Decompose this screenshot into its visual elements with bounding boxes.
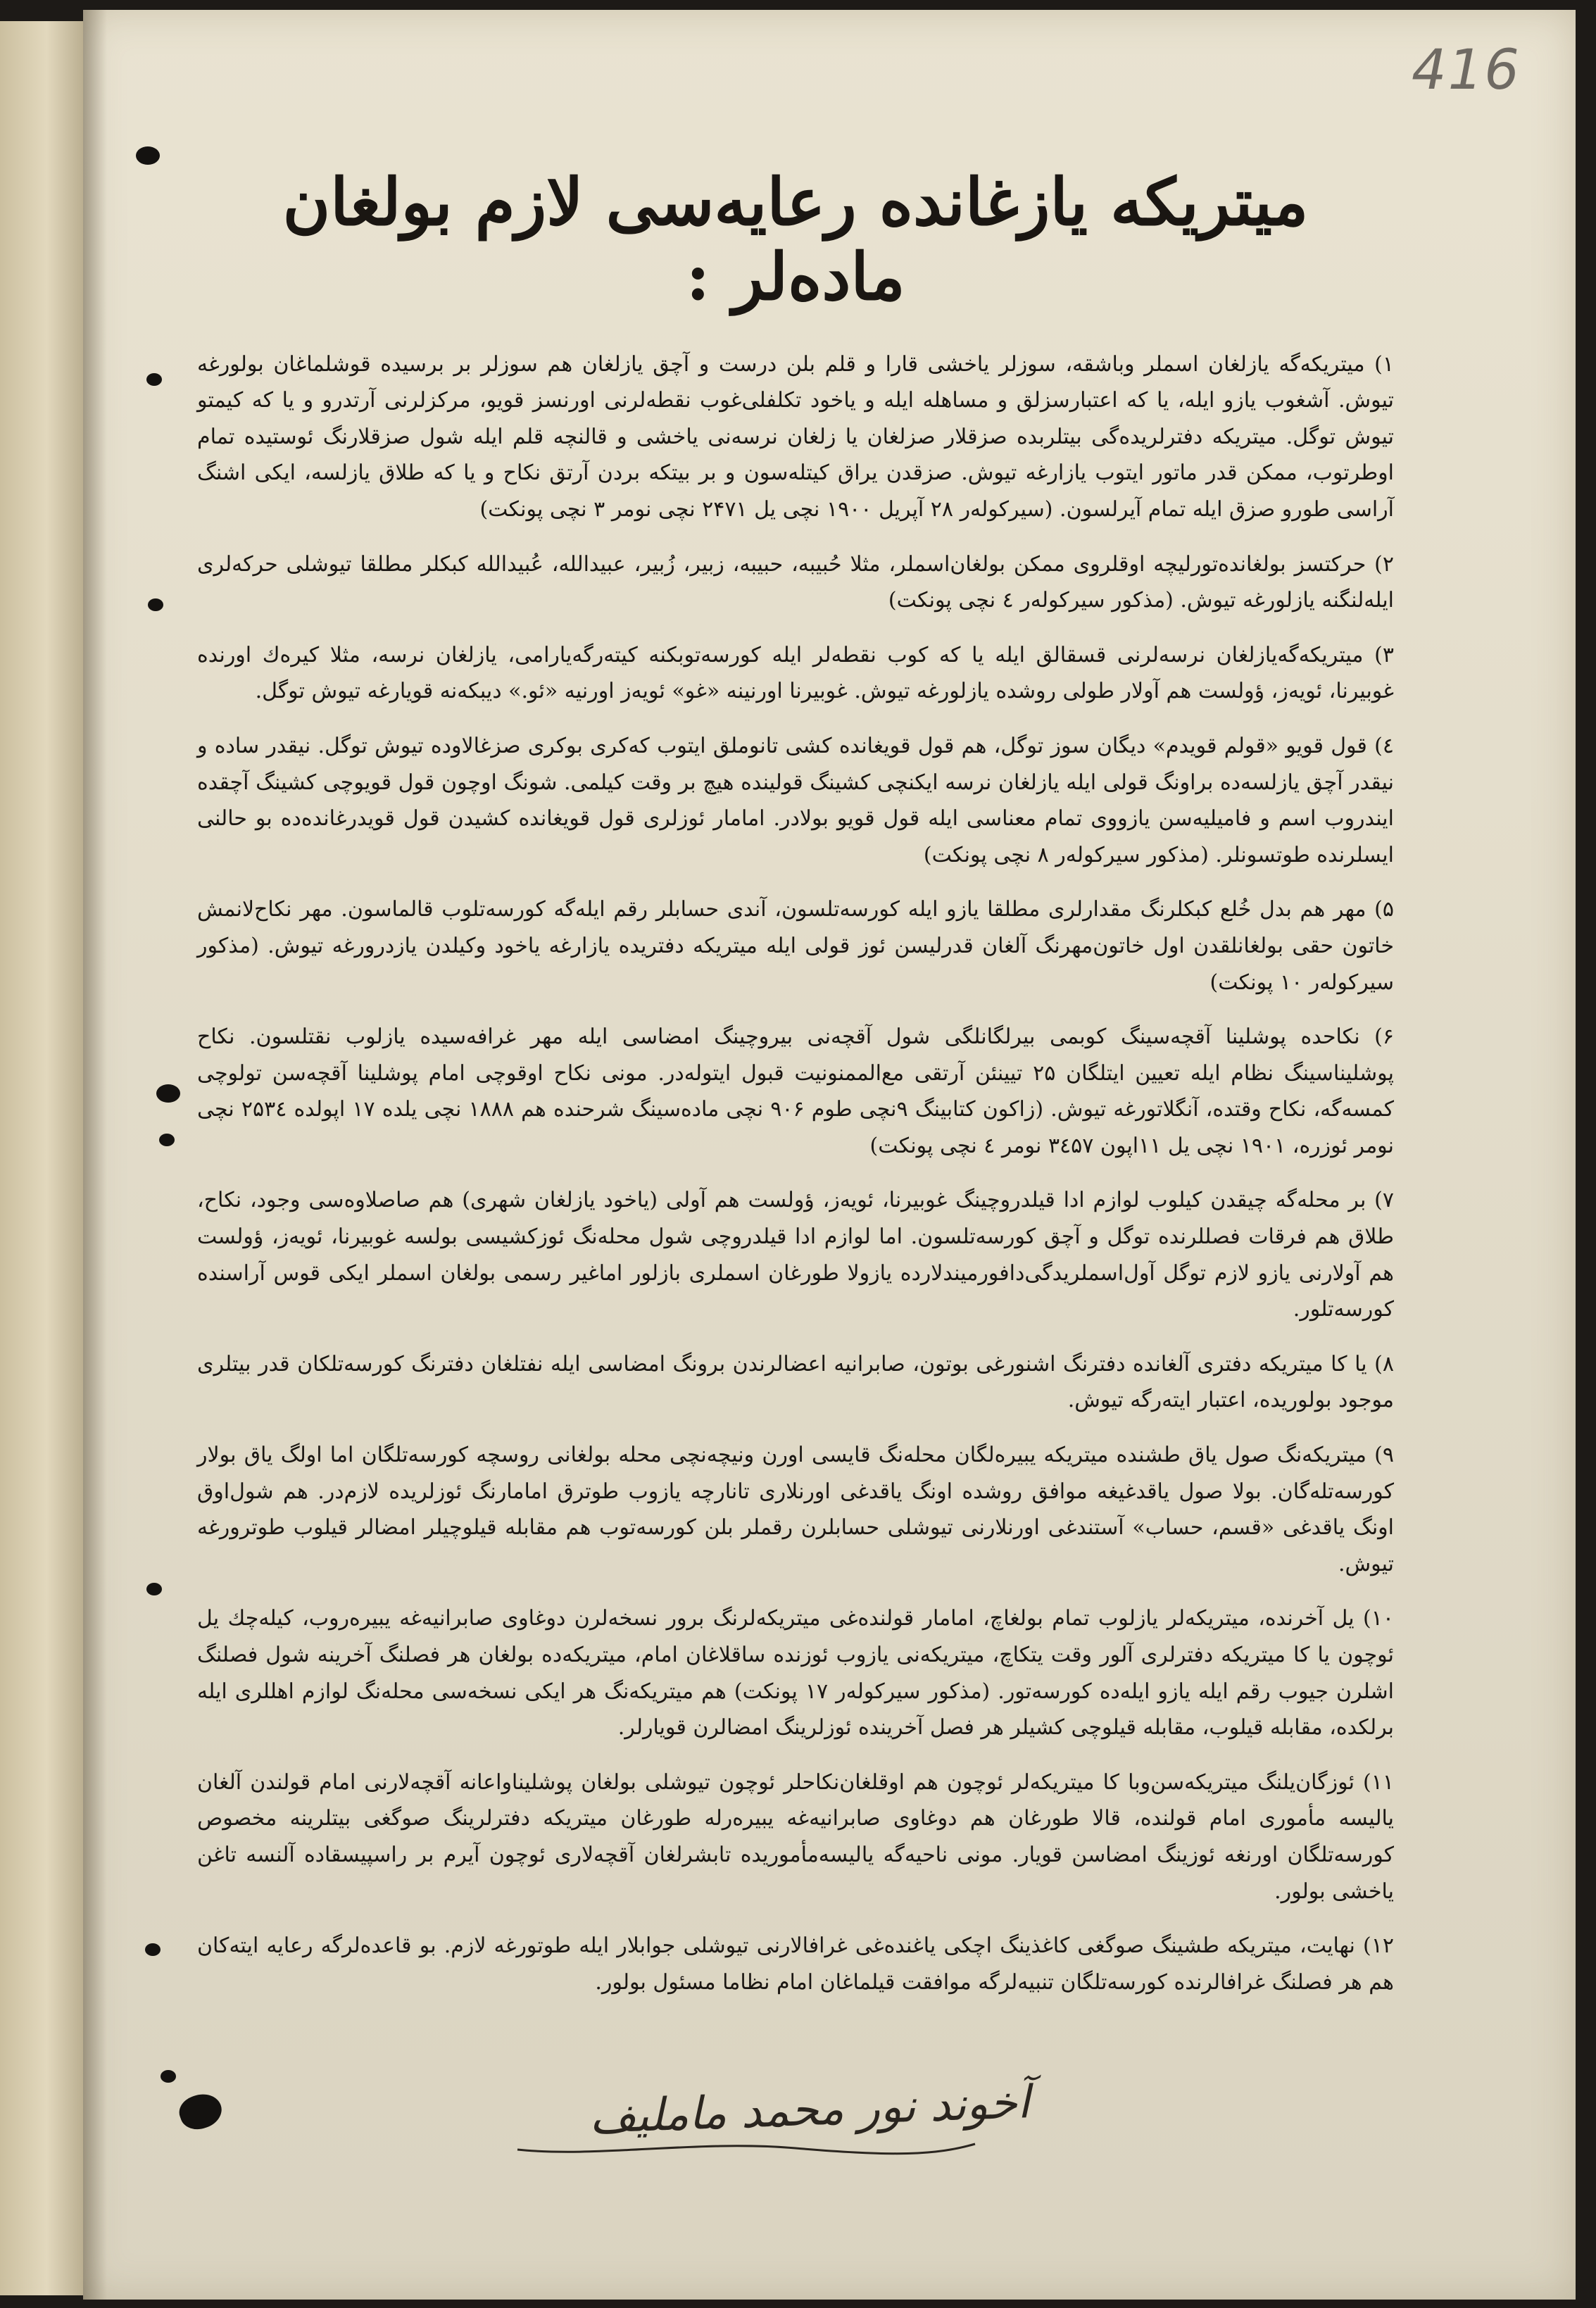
binding-hole [146,373,162,386]
document-title: میتریکه یازغانده رعایه‌سی لازم بولغان ماده‌لر : [282,164,1309,315]
binding-hole [145,1943,161,1956]
spine-shadow [83,10,107,2300]
page-number: 416 [1412,39,1521,102]
rule-item-1: ۱) میتریکه‌گه یازلغان اسملر وباشقه، سوزلر یاخشی قارا و قلم بلن درست و آچق یازلغان هم سوزلر بر برسیده قوشلماغان بولورغه تیوش. آشغوب یازو ایله، یا که اعتبارسزلق و مساهله ایله و یاخود تکلفلی‌غوب نقطه‌لرنی اورنسز قویو، مرکزلرنی آرتدرو و یا که کیمتو تیوش توگل. میتریکه دفترلریده‌گی بیتلربده صزقلار صزلغان یا زلغان نرسه‌نی یاخشی و قالنچه قلم ایله شول صزقلارنگ ئوستیده تمام اوطرتوب، ممکن قدر ماتور ایتوب یازارغه تیوش. صزقدن یراق کیتله‌سون و بر بیتکه بردن آرتق نکاح و یا که طلاق یازلسه، ایکی اشنگ آراسی طورو صزق ایله تمام آیرلسون. (سیرکوله‌ر ۲۸ آپریل ۱۹۰۰ نچی یل ۲۴۷۱ نچی نومر ۳ نچی پونکت) [197,351,1394,522]
signature-flourish [514,2137,979,2158]
rule-item-2: ۲) حرکتسز بولغانده‌تورلیچه اوقلروی ممکن بولغان‌اسملر، مثلا حُبیبه، حبیبه، زبیر، زُبیر، عبیدالله، عُبیدالله کبکلر مطلقا تیوشلی حرکه‌لری ایله‌لنگنه یازلورغه تیوش. (مذکور سیرکوله‌ر ٤ نچی پونکت) [197,551,1394,613]
rule-item-9: ۹) میتریکه‌نگ صول یاق طشنده میتریکه یبیره‌لگان محله‌نگ قایسی اورن ونیچه‌نچی محله بولغانی روسچه کورسه‌تلگان اما اولگ یاق بولار کورسه‌تله‌گان. بولا صول یاقدغیغه موافق روشده اونگ یاقدغی اورنلاری تانارچه یازوب طوترق امامارنگ ئوزلریده لازم‌در. هم شول‌اوق اونگ یاقدغی «قسم، حساب» آستندغی اورنلارنی تیوشلی حسابلرن رقملر بلن کورسه‌توب هم مقابله قیلوچیلر امضالر قیلوب طوترورغه تیوش. [197,1443,1394,1576]
binding-hole [136,146,160,165]
rule-item-3: ۳) میتریکه‌گه‌یازلغان نرسه‌لرنی قسقالق ایله یا که کوب نقطه‌لر ایله کورسه‌توبکنه کیته‌رگه‌یارامی، یازلغان نرسه، مثلا کیره‌ك اورنده غوبیرنا، ئویه‌ز، ؤولست هم آولار طولی روشده یازلورغه تیوش. غوبیرنا اورنینه «غو» ئویه‌ز اورنیه «ئو.» دیبکه‌نه قویارغه تیوش توگل. [197,642,1394,704]
binding-hole [161,2070,176,2083]
rule-item-7: ۷) بر محله‌گه چیقدن کیلوب لوازم ادا قیلدروچینگ غوبیرنا، ئویه‌ز، ؤولست هم آولی (یاخود یازلغان شهری) هم صاصلاوه‌سی وجود، نکاح، طلاق هم فرقات فصللرنده توگل و آچق کورسه‌تلسون. اما لوازم ادا قیلدروچی شول محله‌نگ ئوزکشیسی بولسه غوبیرنا، ئویه‌ز، ؤولست هم آولارنی یازو لازم توگل آول‌اسملریدگی‌دافورمیندلارده یازولا طورغان اسملری بازلور اماغیر رسمی بولغان اسملر ایکی قوس آراسنده کورسه‌تلور. [197,1188,1395,1322]
rule-item-10: ۱۰) یل آخرنده، میتریکه‌لر یازلوب تمام بولغاچ، امامار قولنده‌غی میتریکه‌لرنگ بر‌ور نسخه‌لرن دوغاوی صابرانیه‌غه یبیره‌روب، کیله‌چك یل ئوچون یا کا میتریکه دفترلری آلور وقت یتکاچ، میتریکه‌نی یازوب ئوزنده ساقلاغان امام، میتریکه‌ده بولغان هر فصلنگ آخرینه شول فصلنگ اشلرن جیوب رقم ایله یازو ایله‌ده کورسه‌تور. (مذکور سیرکوله‌ر ۱۷ پونکت) هم میتریکه‌نگ هر ایکی نسخه‌سی محله‌نگ لوازم اهللری ایله برلکده، مقابله قیلوب، مقابله قیلوچی کشیلر هر فصل آخرینده ئوزلرینگ امضالرن قویارلر. [197,1606,1394,1741]
binding-hole [148,598,163,611]
rule-item-6: ۶) نکاحده پوشلینا آقچه‌سینگ کوبمی بیرلگانلگی شول آقچه‌نی بیروچینگ امضاسی ایله مهر غرافه‌سیده یازلوب نقتلسون. نکاح پوشلیناسینگ نظام ایله تعیین ایتلگان ۲۵ تیینئن آرتقی مع‌الممنونیت قبول ایتوله‌در. مونی نکاح اوقوچی امام پوشلینا آقچه‌سن تولوچی کمسه‌گه، نکاح وقتده، آنگلاتورغه تیوش. (زاکون کتابینگ ۹نچی طوم ۹۰۶ نچی ماده‌سینگ شرحنده هم ۱۸۸۸ نچی یلده ۱۷ اپولده ۲۵۳٤ نچی نومر ئوزره، ۱۹۰۱ نچی یل ۱۱اپون ۳٤۵۷ نومر ٤ نچی پونکت) [197,1024,1394,1158]
document-body [197,165,1394,2019]
rule-item-4: ٤) قول قویو «قولم قویدم» دیگان سوز توگل، هم قول قویغانده کشی تانوملق ایتوب که‌کری بوکری صزغالاوده تیوش توگل. نیقدر ساده و نیقدر آچق یازلسه‌ده براونگ قولی ایله یازلغان نرسه ایکنچی کشینگ قولینده هیچ بر وقت کیلمی. شونگ اوچون قول قویوچی کشینگ آچقده ایندروب اسم و فامیلیه‌سن یازووی تمام معناسی ایله قول قویو بولادر. امامار ئوزلری قول قویغانده کشیدن قول قویدرغانده‌ده بو حالنی ایسلرنده طوتسونلر. (مذکور سیرکوله‌ر ۸ نچی پونکت) [197,733,1394,867]
rule-item-8: ۸) یا کا میتریکه دفتری آلغانده دفترنگ اشنورغی بوتون، صابرانیه اعضالرندن برونگ امضاسی ایله نفتلغان دفترنگ کورسه‌تلکان قدر بیتلری موجود بولوریده، اعتبار ایته‌رگه تیوش. [197,1351,1394,1413]
rule-item-11: ۱۱) ئوزگان‌یلنگ میتریکه‌سن‌وبا کا میتریکه‌لر ئوچون هم اوقلغان‌نکاحلر ئوچون تیوشلی بولغان پوشلیناواعانه آقچه‌لارنی امام قولندن آلغان یالیسه مأموری امام قولنده، قالا طورغان هم دوغاوی صابرانیه‌غه یبیره‌رله طورغان میتریکه دفترلرینگ صوگغی بیتلرینه مخصوص کورسه‌تلگان اورنغه ئوزینگ امضاسن قویار. مونی ناحیه‌گه یالیسه‌مأموریده تابشرلغان آقچه‌لاری ئوچون آیرم بر راسپیسقاده آلنسه تاغن یاخشی بولور. [197,1769,1394,1904]
signature: آخوند نور محمد ماملیف [589,2076,1031,2144]
rule-item-12: ۱۲) نهایت، میتریکه طشینگ صوگغی کاغذینگ اچکی یاغنده‌غی غرافالارنی تیوشلی جوابلار ایله طوتورغه لازم. بو قاعده‌لرگه رعایه ایته‌کان هم هر فصلنگ غرافالرنده کورسه‌تلگان تنبیه‌لرگه موافقت قیلماغان امام نظاما مسئول بولور. [197,1933,1394,1995]
rule-item-5: ۵) مهر هم بدل خُلع کبکلرنگ مقدارلری مطلقا یازو ایله کورسه‌تلسون، آندی حسابلر رقم ایله‌گه کورسه‌تلوب قالماسون. مهر نکاح‌لانمش خاتون حقی بولغانلقدن اول خاتون‌مهرنگ آلغان قدرلیسن ئوز قولی ایله میتریکه دفتریده یازارغه یاخود وکیلدن یازدرورغه تیوش. (مذکور سیرکوله‌ر ۱۰ پونکت) [197,897,1394,995]
previous-page-edge [0,21,87,2295]
binding-hole [156,1084,180,1103]
binding-hole [159,1134,175,1146]
binding-hole [146,1583,162,1595]
